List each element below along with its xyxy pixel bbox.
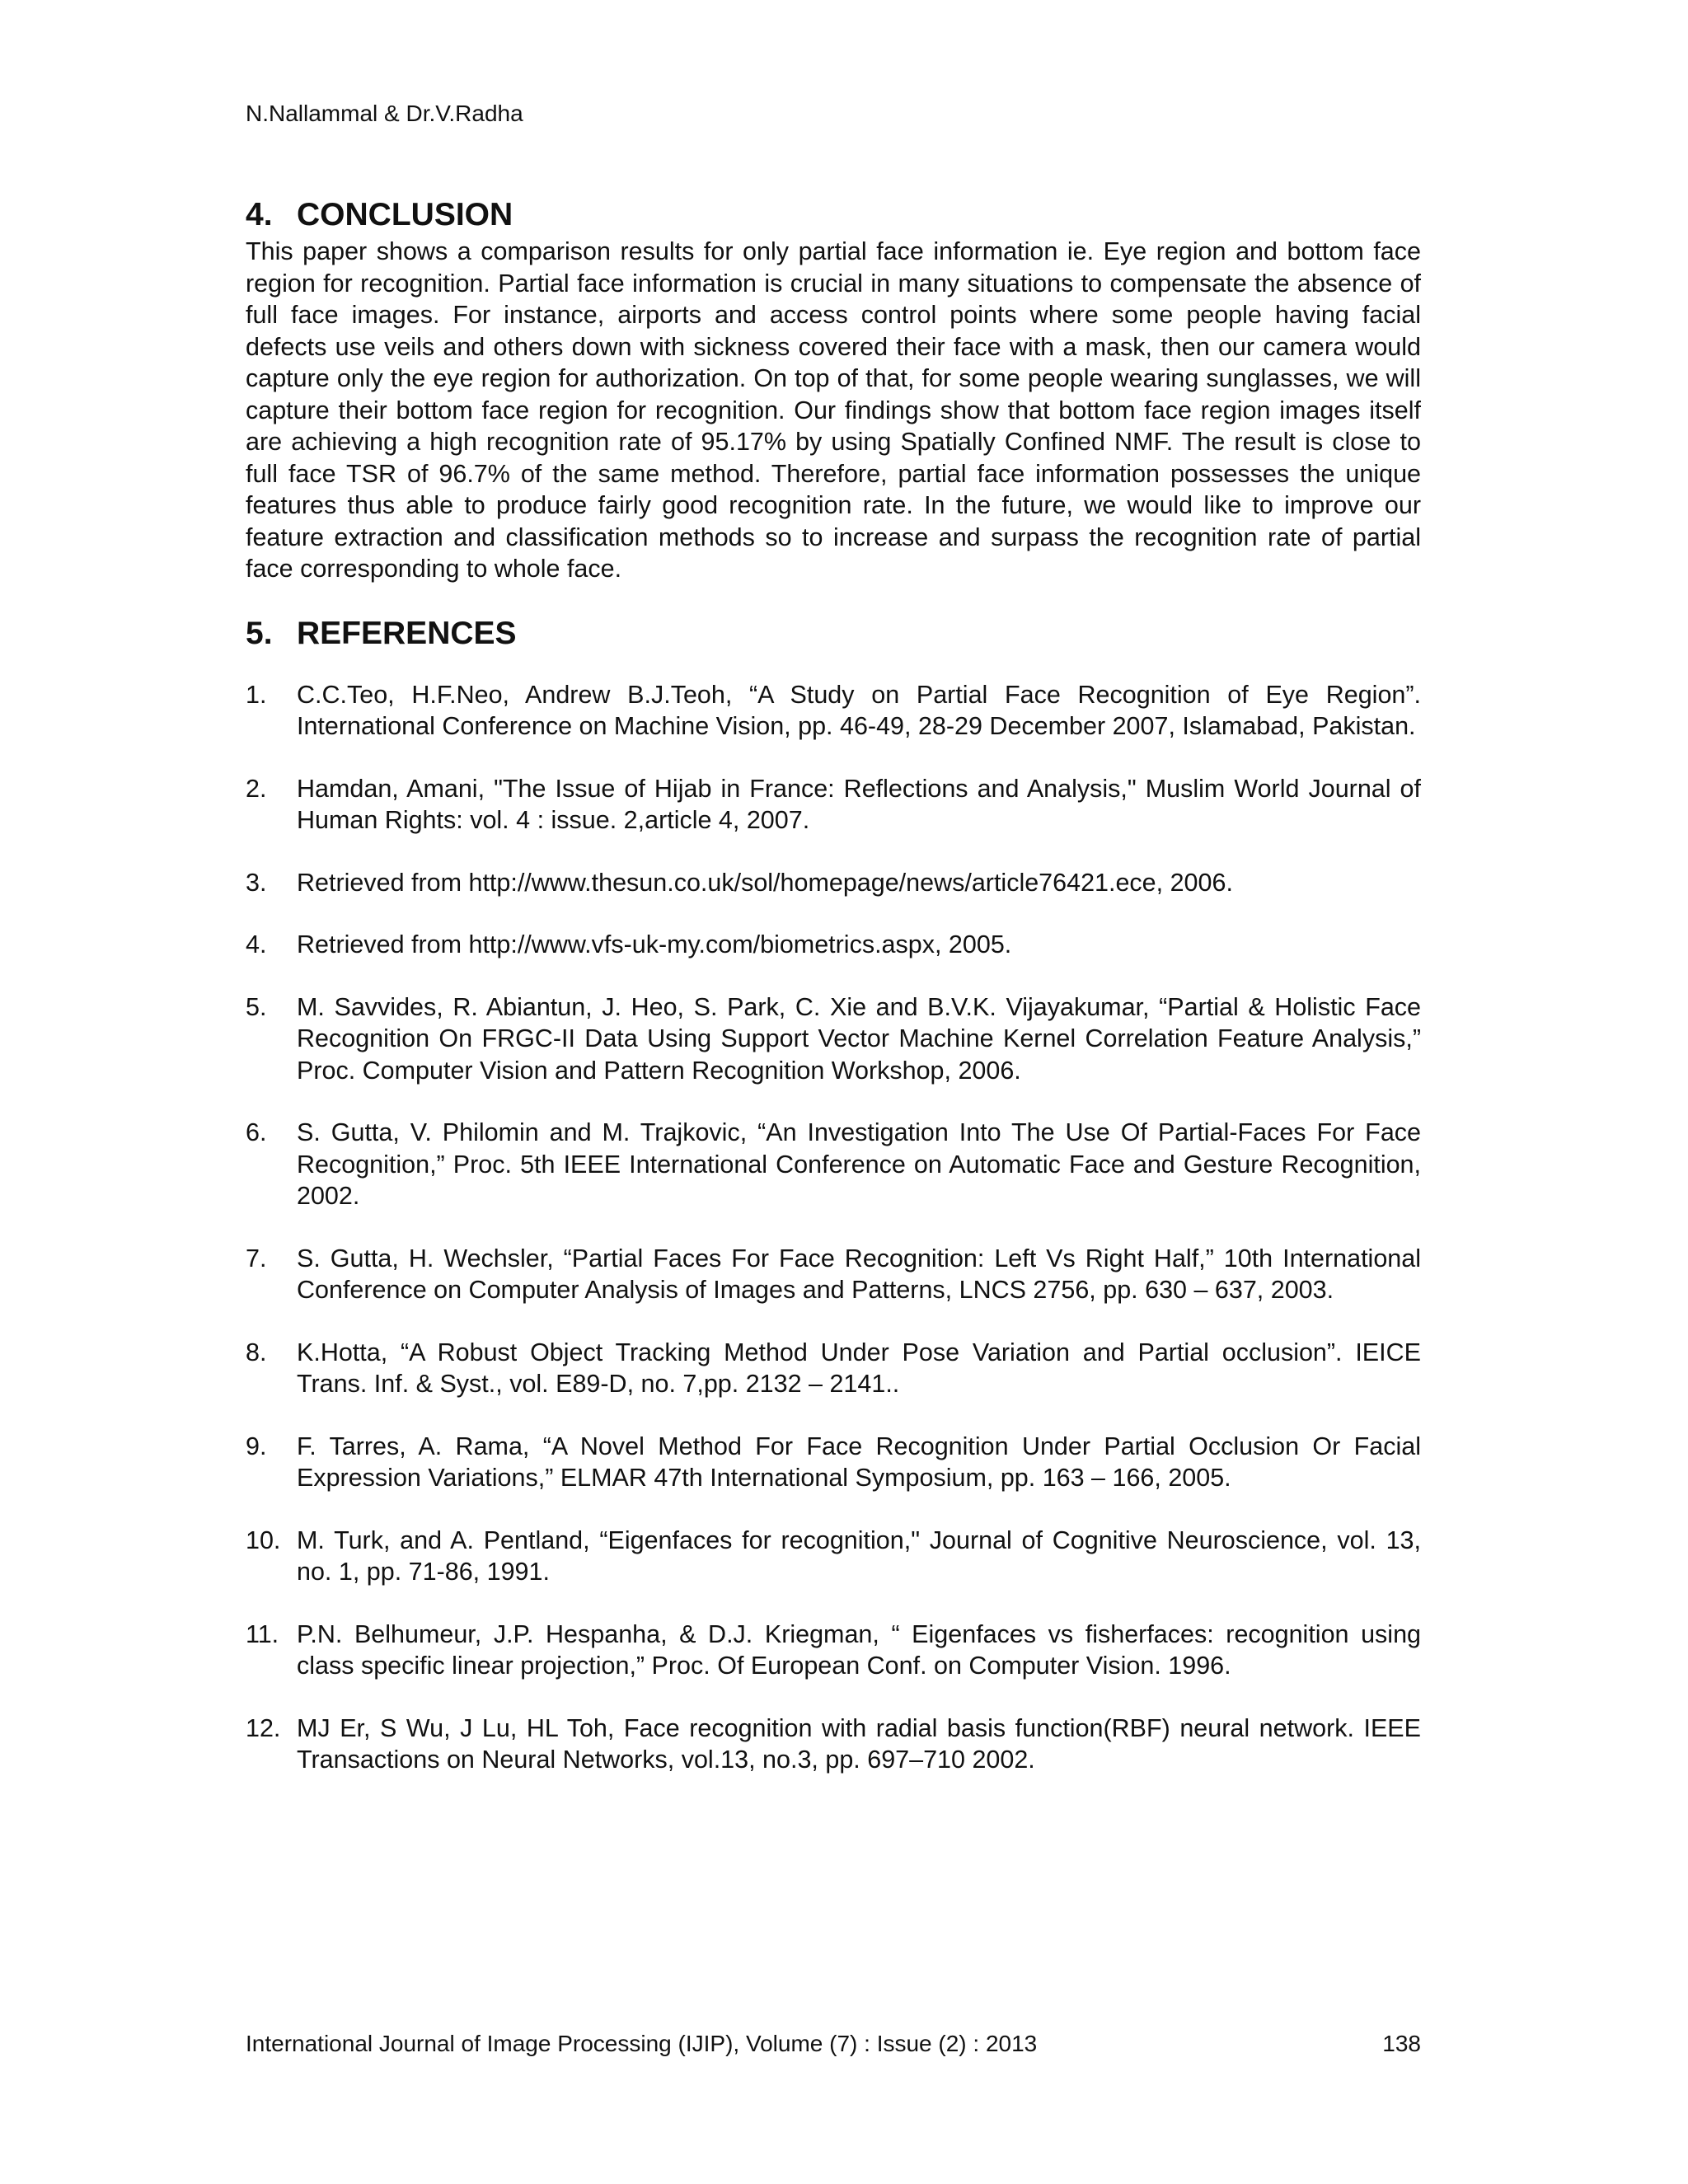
reference-text: Retrieved from http://www.vfs-uk-my.com/biometrics.aspx, 2005. — [297, 930, 1012, 958]
reference-number: 8. — [246, 1338, 267, 1366]
reference-item-9 — [246, 1431, 1421, 1494]
page-content — [246, 196, 1421, 1807]
reference-number: 4. — [246, 930, 267, 958]
reference-text: F. Tarres, A. Rama, “A Novel Method For Face Recognition Under Partial Occlusion Or Facial Expression Variations,” ELMAR 47th International Symposium, pp. 163 – 166, 2005. — [297, 1432, 1421, 1492]
reference-item-6 — [246, 1117, 1421, 1212]
references-heading — [246, 615, 1421, 653]
reference-text: Hamdan, Amani, "The Issue of Hijab in France: Reflections and Analysis," Muslim World Journal of Human Rights: vol. 4 : issue. 2,article 4, 2007. — [297, 774, 1421, 834]
running-header-authors: N.Nallammal & Dr.V.Radha — [246, 101, 523, 126]
reference-number: 2. — [246, 774, 267, 803]
conclusion-number: 4. — [246, 197, 273, 232]
reference-number: 6. — [246, 1118, 267, 1146]
reference-text: S. Gutta, H. Wechsler, “Partial Faces For Face Recognition: Left Vs Right Half,” 10th International Conference on Computer Analysis of Images and Patterns, LNCS 2756, pp. 630 – 637, 2003. — [297, 1244, 1421, 1304]
reference-number: 5. — [246, 992, 267, 1021]
reference-number: 7. — [246, 1244, 267, 1272]
page-number: 138 — [1382, 2031, 1421, 2056]
reference-item-4 — [246, 929, 1421, 961]
reference-item-7 — [246, 1243, 1421, 1306]
reference-text: K.Hotta, “A Robust Object Tracking Method Under Pose Variation and Partial occlusion”. IEICE Trans. Inf. & Syst., vol. E89-D, no. 7,pp. 2132 – 2141.. — [297, 1338, 1421, 1398]
reference-number: 9. — [246, 1432, 267, 1460]
reference-list — [246, 679, 1421, 1776]
reference-item-11 — [246, 1619, 1421, 1682]
reference-number: 3. — [246, 868, 267, 897]
reference-item-12 — [246, 1713, 1421, 1776]
reference-item-5 — [246, 991, 1421, 1087]
reference-text: M. Savvides, R. Abiantun, J. Heo, S. Park, C. Xie and B.V.K. Vijayakumar, “Partial & Holistic Face Recognition On FRGC-II Data Using Support Vector Machine Kernel Correlation Feature Analysis,” Proc. Computer Vision and Pattern Recognition Workshop, 2006. — [297, 992, 1421, 1085]
reference-text: M. Turk, and A. Pentland, “Eigenfaces for recognition," Journal of Cognitive Neuroscience, vol. 13, no. 1, pp. 71-86, 1991. — [297, 1526, 1421, 1586]
reference-text: P.N. Belhumeur, J.P. Hespanha, & D.J. Kriegman, “ Eigenfaces vs fisherfaces: recognition using class specific linear projection,” Proc. Of European Conf. on Computer Vision. 1996. — [297, 1619, 1421, 1680]
reference-item-10 — [246, 1525, 1421, 1588]
references-title: REFERENCES — [297, 615, 517, 651]
conclusion-title: CONCLUSION — [297, 197, 513, 232]
conclusion-paragraph: This paper shows a comparison results for only partial face information ie. Eye region and bottom face region for recognition. Partial face information is crucial in many situations to compensate the absence of full face images. For instance, airports and access control points where some people having facial defects use veils and others down with sickness covered their face with a mask, then our camera would capture only the eye region for authorization. On top of that, for some people wearing sunglasses, we will capture their bottom face region for recognition. Our findings show that bottom face region images itself are achieving a high recognition rate of 95.17% by using Spatially Confined NMF. The result is close to full face TSR of 96.7% of the same method. Therefore, partial face information possesses the unique features thus able to produce fairly good recognition rate. In the future, we would like to improve our feature extraction and classification methods so to increase and surpass the recognition rate of partial face corresponding to whole face. — [246, 237, 1421, 583]
running-footer — [246, 2027, 1421, 2060]
reference-number: 12. — [246, 1713, 281, 1742]
reference-item-1 — [246, 679, 1421, 743]
reference-text: Retrieved from http://www.thesun.co.uk/sol/homepage/news/article76421.ece, 2006. — [297, 868, 1233, 897]
conclusion-heading — [246, 196, 1421, 234]
reference-item-3 — [246, 867, 1421, 899]
footer-journal-citation: International Journal of Image Processing (IJIP), Volume (7) : Issue (2) : 2013 — [246, 2031, 1038, 2056]
reference-item-8 — [246, 1337, 1421, 1400]
reference-number: 1. — [246, 680, 267, 709]
reference-item-2 — [246, 773, 1421, 837]
reference-number: 10. — [246, 1526, 281, 1554]
reference-number: 11. — [246, 1619, 279, 1648]
reference-text: MJ Er, S Wu, J Lu, HL Toh, Face recognition with radial basis function(RBF) neural network. IEEE Transactions on Neural Networks, vol.13, no.3, pp. 697–710 2002. — [297, 1713, 1421, 1774]
reference-text: S. Gutta, V. Philomin and M. Trajkovic, “An Investigation Into The Use Of Partial-Faces For Face Recognition,” Proc. 5th IEEE International Conference on Automatic Face and Gesture Recognition, 2002. — [297, 1118, 1421, 1210]
reference-text: C.C.Teo, H.F.Neo, Andrew B.J.Teoh, “A Study on Partial Face Recognition of Eye Region”. International Conference on Machine Vision, pp. 46-49, 28-29 December 2007, Islamabad, Pakistan. — [297, 680, 1421, 740]
references-number: 5. — [246, 615, 273, 651]
